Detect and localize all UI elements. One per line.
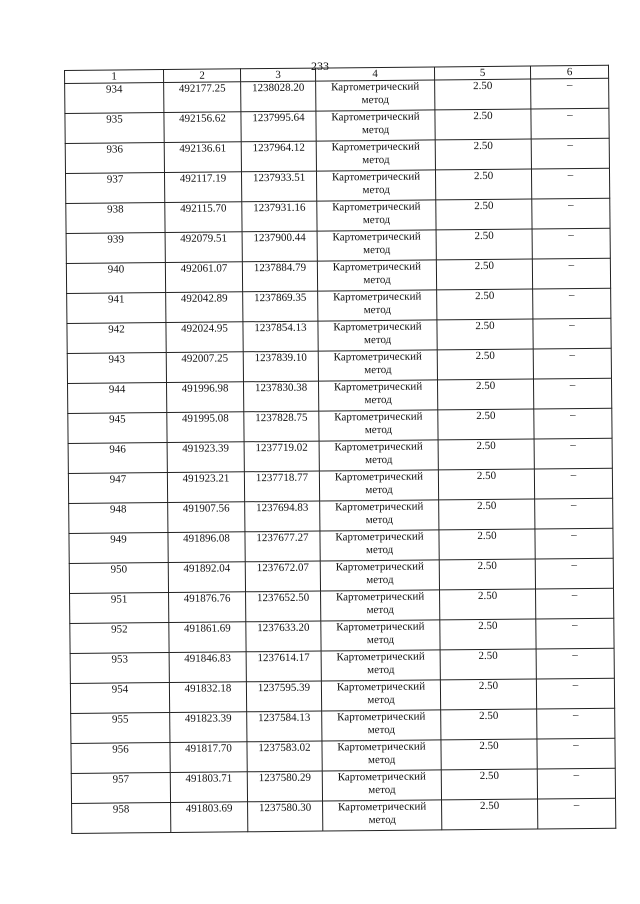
x-coordinate-cell: 492115.70	[165, 202, 242, 233]
method-line-2: метод	[363, 303, 392, 317]
description-cell: –	[537, 738, 615, 769]
method-line-1: Картометрический	[333, 290, 422, 304]
description-cell: –	[533, 348, 611, 379]
point-number-cell: 957	[71, 773, 170, 804]
method-cell	[322, 710, 441, 741]
method-line-1: Картометрический	[336, 650, 425, 664]
accuracy-cell: 2.50	[440, 649, 536, 680]
point-number-cell: 939	[66, 233, 165, 264]
y-coordinate-cell: 1237719.02	[244, 441, 319, 472]
method-line-1: Картометрический	[334, 440, 423, 454]
method-line-1: Картометрический	[331, 140, 420, 154]
header-col-4: 4	[315, 67, 434, 81]
y-coordinate-cell: 1237931.16	[242, 201, 317, 232]
x-coordinate-cell: 491832.18	[169, 682, 246, 713]
x-coordinate-cell: 491817.70	[170, 742, 247, 773]
x-coordinate-cell: 491923.39	[167, 442, 244, 473]
header-col-3: 3	[240, 68, 315, 82]
description-cell: –	[535, 528, 613, 559]
y-coordinate-cell: 1237854.13	[243, 321, 318, 352]
point-number-cell: 936	[65, 143, 164, 174]
method-line-2: метод	[367, 693, 395, 707]
method-line-1: Картометрический	[332, 260, 422, 274]
y-coordinate-cell: 1237652.50	[246, 591, 321, 622]
method-cell	[321, 590, 440, 621]
method-line-2: метод	[361, 93, 390, 107]
y-coordinate-cell: 1237672.07	[245, 561, 320, 592]
description-cell: –	[538, 798, 616, 829]
coordinates-table	[64, 65, 616, 834]
method-cell	[323, 800, 442, 831]
method-cell	[316, 110, 435, 141]
point-number-cell: 953	[70, 653, 169, 684]
method-line-1: Картометрический	[337, 740, 426, 754]
x-coordinate-cell: 491803.71	[170, 772, 247, 803]
accuracy-cell: 2.50	[435, 109, 531, 140]
x-coordinate-cell: 492007.25	[166, 352, 243, 383]
x-coordinate-cell: 491923.21	[167, 472, 244, 503]
y-coordinate-cell: 1237869.35	[243, 291, 318, 322]
x-coordinate-cell: 491907.56	[168, 502, 245, 533]
method-line-1: Картометрический	[336, 680, 426, 694]
description-cell: –	[536, 648, 614, 679]
method-line-1: Картометрический	[331, 170, 421, 184]
method-cell	[318, 290, 437, 321]
point-number-cell: 956	[71, 743, 170, 774]
y-coordinate-cell: 1237580.30	[248, 801, 323, 832]
description-cell: –	[534, 408, 612, 439]
y-coordinate-cell: 1237694.83	[245, 501, 320, 532]
x-coordinate-cell: 492079.51	[165, 232, 242, 263]
method-cell	[320, 500, 439, 531]
header-col-1: 1	[65, 70, 164, 84]
accuracy-cell: 2.50	[440, 589, 536, 620]
x-coordinate-cell: 492156.62	[164, 112, 241, 143]
point-number-cell: 941	[67, 293, 166, 324]
accuracy-cell: 2.50	[439, 529, 535, 560]
method-line-2: метод	[365, 483, 393, 497]
method-line-2: метод	[361, 123, 390, 137]
accuracy-cell: 2.50	[440, 619, 536, 650]
accuracy-cell: 2.50	[439, 559, 535, 590]
table-row	[72, 798, 616, 833]
x-coordinate-cell: 492117.19	[164, 172, 241, 203]
point-number-cell: 935	[65, 113, 164, 144]
method-cell	[316, 140, 435, 171]
header-col-2: 2	[164, 69, 241, 83]
accuracy-cell: 2.50	[437, 289, 533, 320]
method-line-1: Картометрический	[337, 770, 426, 784]
accuracy-cell: 2.50	[437, 319, 533, 350]
method-line-1: Картометрический	[333, 380, 423, 394]
accuracy-cell: 2.50	[439, 499, 535, 530]
y-coordinate-cell: 1237964.12	[241, 141, 316, 172]
description-cell: –	[537, 708, 615, 739]
point-number-cell: 950	[69, 563, 168, 594]
method-line-2: метод	[364, 393, 392, 407]
point-number-cell: 951	[70, 593, 169, 624]
y-coordinate-cell: 1237718.77	[244, 471, 319, 502]
point-number-cell: 942	[67, 323, 166, 354]
method-line-1: Картометрический	[334, 410, 423, 424]
method-line-2: метод	[365, 513, 394, 527]
y-coordinate-cell: 1237584.13	[247, 711, 322, 742]
method-line-1: Картометрический	[337, 800, 427, 814]
method-line-1: Картометрический	[332, 230, 421, 244]
y-coordinate-cell: 1237677.27	[245, 531, 320, 562]
header-col-6: 6	[530, 65, 608, 79]
method-line-2: метод	[362, 213, 391, 227]
point-number-cell: 949	[69, 533, 168, 564]
x-coordinate-cell: 491995.08	[167, 412, 244, 443]
method-line-1: Картометрический	[334, 470, 424, 484]
accuracy-cell: 2.50	[437, 349, 533, 380]
x-coordinate-cell: 491876.76	[169, 592, 246, 623]
method-cell	[321, 650, 440, 681]
method-cell	[322, 770, 441, 801]
accuracy-cell: 2.50	[437, 379, 533, 410]
method-line-2: метод	[362, 153, 390, 167]
y-coordinate-cell: 1237580.29	[247, 771, 322, 802]
y-coordinate-cell: 1237900.44	[242, 231, 317, 262]
method-cell	[319, 470, 438, 501]
point-number-cell: 937	[65, 173, 164, 204]
x-coordinate-cell: 491823.39	[170, 712, 247, 743]
method-line-2: метод	[367, 663, 395, 677]
method-line-2: метод	[364, 423, 393, 437]
method-cell	[316, 80, 435, 111]
method-line-1: Картометрический	[337, 710, 426, 724]
method-line-2: метод	[362, 183, 390, 197]
x-coordinate-cell: 492136.61	[164, 142, 241, 173]
description-cell: –	[532, 258, 610, 289]
x-coordinate-cell: 492177.25	[164, 82, 241, 113]
method-line-2: метод	[366, 633, 395, 647]
point-number-cell: 954	[70, 683, 169, 714]
method-line-2: метод	[365, 453, 393, 467]
accuracy-cell: 2.50	[435, 169, 531, 200]
method-line-2: метод	[367, 753, 396, 767]
header-col-5: 5	[434, 66, 530, 80]
accuracy-cell: 2.50	[435, 139, 531, 170]
method-line-1: Картометрический	[335, 590, 425, 604]
y-coordinate-cell: 1237830.38	[244, 381, 319, 412]
point-number-cell: 944	[68, 383, 167, 414]
description-cell: –	[535, 498, 613, 529]
accuracy-cell: 2.50	[436, 259, 532, 290]
method-cell	[318, 380, 437, 411]
x-coordinate-cell: 491861.69	[169, 622, 246, 653]
y-coordinate-cell: 1237583.02	[247, 741, 322, 772]
point-number-cell: 958	[72, 803, 171, 834]
description-cell: –	[534, 468, 612, 499]
point-number-cell: 955	[71, 713, 170, 744]
description-cell: –	[536, 678, 614, 709]
description-cell: –	[531, 138, 609, 169]
description-cell: –	[536, 588, 614, 619]
method-line-1: Картометрический	[330, 80, 420, 94]
method-cell	[318, 350, 437, 381]
accuracy-cell: 2.50	[440, 679, 536, 710]
x-coordinate-cell: 492061.07	[165, 262, 242, 293]
method-cell	[316, 170, 435, 201]
method-line-2: метод	[364, 363, 392, 377]
x-coordinate-cell: 491896.08	[168, 532, 245, 563]
description-cell: –	[531, 78, 609, 109]
accuracy-cell: 2.50	[436, 229, 532, 260]
method-cell	[322, 740, 441, 771]
method-cell	[318, 320, 437, 351]
method-line-2: метод	[367, 723, 396, 737]
x-coordinate-cell: 491996.98	[167, 382, 244, 413]
accuracy-cell: 2.50	[438, 409, 534, 440]
point-number-cell: 945	[68, 413, 167, 444]
accuracy-cell: 2.50	[436, 199, 532, 230]
accuracy-cell: 2.50	[441, 709, 537, 740]
method-line-1: Картометрический	[331, 110, 420, 124]
method-line-2: метод	[366, 573, 394, 587]
description-cell: –	[531, 108, 609, 139]
description-cell: –	[535, 558, 613, 589]
method-cell	[320, 560, 439, 591]
point-number-cell: 952	[70, 623, 169, 654]
y-coordinate-cell: 1237995.64	[241, 111, 316, 142]
method-line-2: метод	[368, 783, 396, 797]
method-cell	[317, 230, 436, 261]
method-line-1: Картометрический	[335, 530, 424, 544]
y-coordinate-cell: 1237933.51	[241, 171, 316, 202]
description-cell: –	[532, 198, 610, 229]
x-coordinate-cell: 491892.04	[168, 562, 245, 593]
point-number-cell: 938	[66, 203, 165, 234]
x-coordinate-cell: 491846.83	[169, 652, 246, 683]
x-coordinate-cell: 492024.95	[166, 322, 243, 353]
method-line-2: метод	[363, 243, 391, 257]
method-cell	[320, 530, 439, 561]
accuracy-cell: 2.50	[438, 469, 534, 500]
description-cell: –	[531, 168, 609, 199]
accuracy-cell: 2.50	[442, 799, 538, 830]
y-coordinate-cell: 1237828.75	[244, 411, 319, 442]
method-cell	[321, 620, 440, 651]
point-number-cell: 948	[69, 503, 168, 534]
accuracy-cell: 2.50	[438, 439, 534, 470]
y-coordinate-cell: 1238028.20	[241, 81, 316, 112]
method-cell	[321, 680, 440, 711]
method-line-1: Картометрический	[336, 620, 425, 634]
description-cell: –	[537, 768, 615, 799]
accuracy-cell: 2.50	[441, 739, 537, 770]
description-cell: –	[533, 318, 611, 349]
x-coordinate-cell: 491803.69	[171, 802, 248, 833]
point-number-cell: 947	[68, 473, 167, 504]
y-coordinate-cell: 1237839.10	[243, 351, 318, 382]
point-number-cell: 946	[68, 443, 167, 474]
accuracy-cell: 2.50	[441, 769, 537, 800]
method-cell	[317, 260, 436, 291]
method-line-1: Картометрический	[335, 560, 424, 574]
method-line-1: Картометрический	[333, 320, 422, 334]
description-cell: –	[533, 378, 611, 409]
y-coordinate-cell: 1237595.39	[246, 681, 321, 712]
table-body	[65, 78, 616, 833]
method-line-1: Картометрический	[332, 200, 421, 214]
y-coordinate-cell: 1237633.20	[246, 621, 321, 652]
y-coordinate-cell: 1237614.17	[246, 651, 321, 682]
point-number-cell: 934	[65, 83, 164, 114]
y-coordinate-cell: 1237884.79	[242, 261, 317, 292]
method-line-2: метод	[363, 333, 392, 347]
method-line-2: метод	[363, 273, 391, 287]
method-line-2: метод	[365, 543, 394, 557]
method-line-1: Картометрический	[335, 500, 424, 514]
method-cell	[319, 440, 438, 471]
point-number-cell: 943	[67, 353, 166, 384]
method-cell	[319, 410, 438, 441]
accuracy-cell: 2.50	[435, 79, 531, 110]
x-coordinate-cell: 492042.89	[166, 292, 243, 323]
method-line-1: Картометрический	[333, 350, 422, 364]
point-number-cell: 940	[66, 263, 165, 294]
description-cell: –	[533, 288, 611, 319]
method-line-2: метод	[368, 813, 396, 827]
description-cell: –	[532, 228, 610, 259]
method-line-2: метод	[366, 603, 394, 617]
method-cell	[317, 200, 436, 231]
page-number: 233	[311, 59, 329, 73]
description-cell: –	[534, 438, 612, 469]
description-cell: –	[536, 618, 614, 649]
